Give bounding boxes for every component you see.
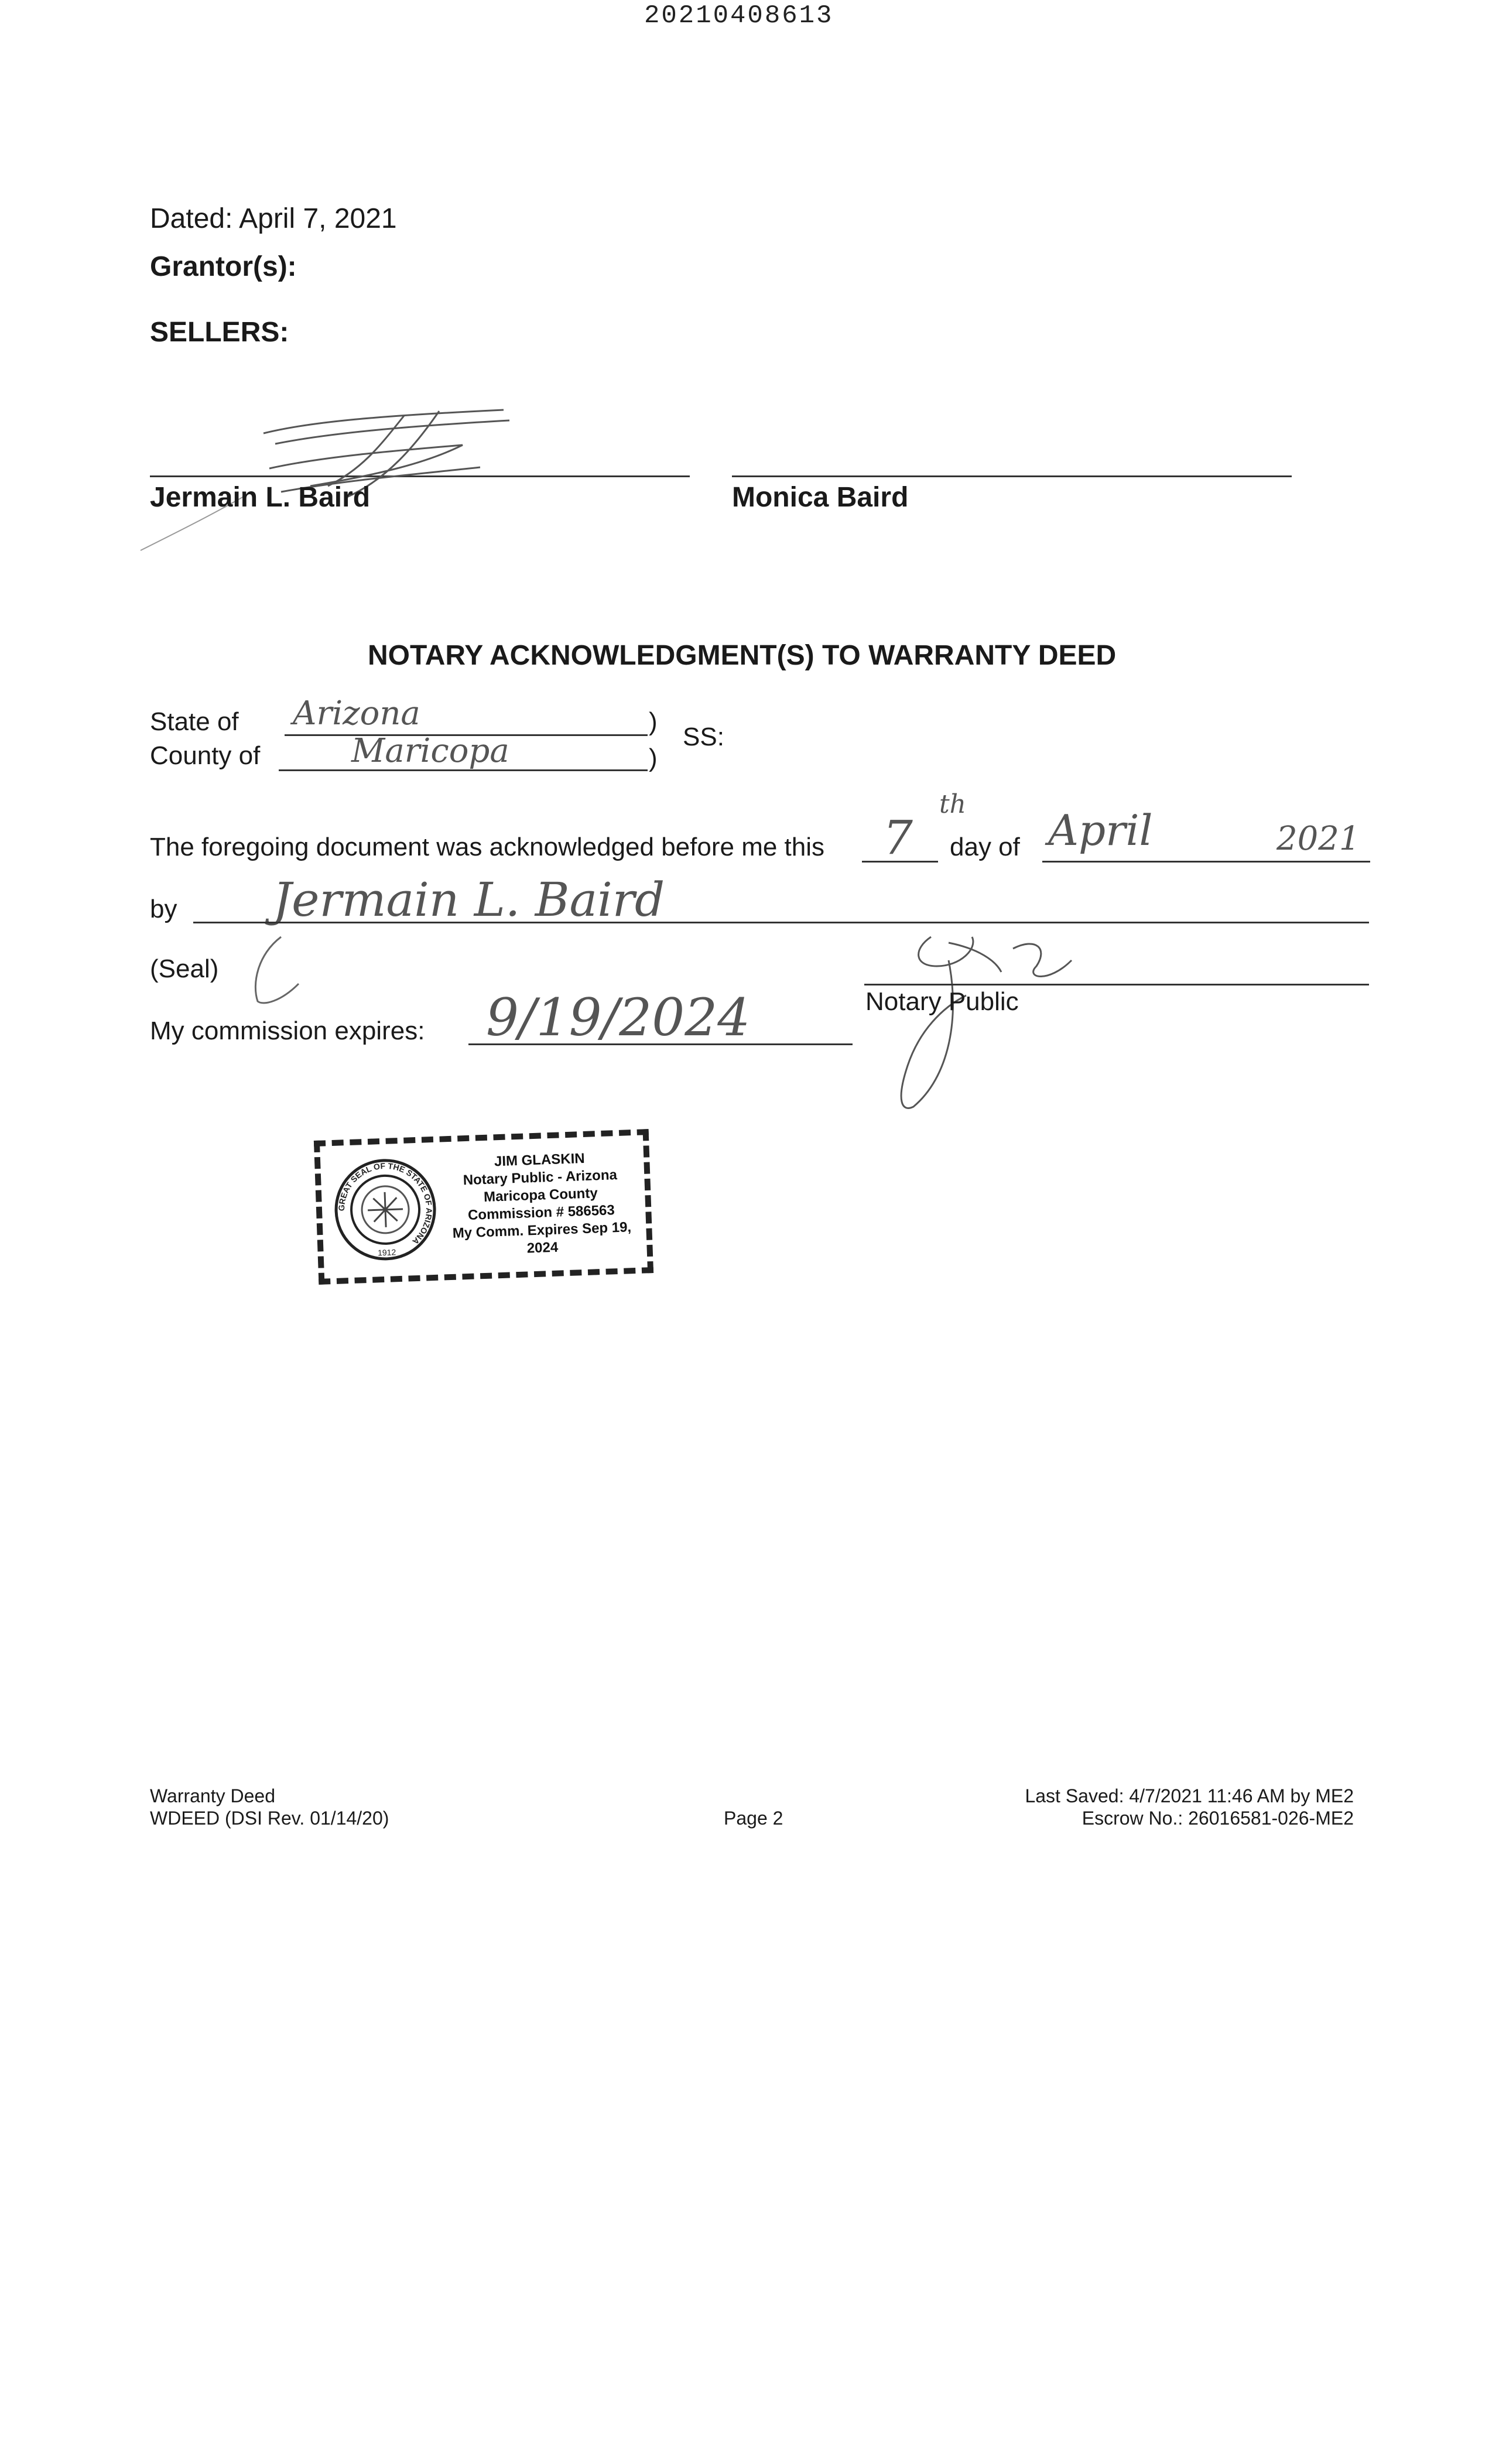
foregoing-text: The foregoing document was acknowledged before me this [150,833,825,861]
state-label: State of [150,707,239,736]
seal-ring-text: GREAT SEAL OF THE STATE OF ARIZONA [336,1161,434,1247]
footer-page-number: Page 2 [724,1808,783,1829]
seal-curve [234,931,316,1013]
footer-right [995,1785,1354,1829]
notary-title: NOTARY ACKNOWLEDGMENT(S) TO WARRANTY DEED [368,640,1117,671]
notary-stamp [314,1129,653,1285]
stamp-name: JIM GLASKIN [494,1150,586,1170]
state-handwritten: Arizona [293,694,420,733]
year-handwritten: 2021 [1276,820,1360,858]
county-handwritten: Maricopa [351,732,509,770]
commission-label: My commission expires: [150,1017,425,1045]
grantors-label: Grantor(s): [150,251,297,282]
day-of-label: day of [950,833,1020,861]
notary-signature [861,925,1107,1124]
footer-form-rev: WDEED (DSI Rev. 01/14/20) [150,1808,389,1829]
footer-escrow-no: Escrow No.: 26016581-026-ME2 [1082,1808,1354,1829]
stamp-line3: Maricopa County [483,1185,598,1205]
county-line [279,769,648,771]
signature-line-monica [732,475,1292,477]
footer-last-saved: Last Saved: 4/7/2021 11:46 AM by ME2 [1025,1785,1354,1806]
stamp-line2: Notary Public - Arizona [463,1167,618,1189]
footer-left [150,1785,389,1829]
by-line [193,922,1369,923]
month-handwritten: April [1048,806,1153,855]
seal-label: (Seal) [150,954,219,983]
dated-line: Dated: April 7, 2021 [150,203,397,234]
county-label: County of [150,741,261,770]
day-handwritten: 7 [883,810,913,865]
seal-year: 1912 [377,1247,396,1258]
state-seal [331,1155,440,1264]
day-line [862,861,938,863]
by-handwritten: Jermain L. Baird [273,872,665,927]
notary-public-line [864,984,1369,985]
footer-doc-title: Warranty Deed [150,1785,275,1806]
state-paren: ) [649,707,658,736]
day-suffix-handwritten: th [939,789,967,819]
commission-handwritten: 9/19/2024 [486,987,751,1048]
stamp-line4: Commission # 586563 [467,1202,615,1223]
stamp-line5: My Comm. Expires Sep 19, 2024 [452,1219,632,1257]
by-label: by [150,895,177,923]
document-number: 20210408613 [644,1,834,30]
signer-name-jermain: Jermain L. Baird [150,482,371,513]
notary-public-label: Notary Public [865,987,1019,1016]
county-paren: ) [649,744,658,772]
ss-label: SS: [683,723,724,751]
date-line [1042,861,1370,863]
commission-line [468,1043,853,1045]
signer-name-monica: Monica Baird [732,482,909,513]
sellers-label: SELLERS: [150,317,289,348]
